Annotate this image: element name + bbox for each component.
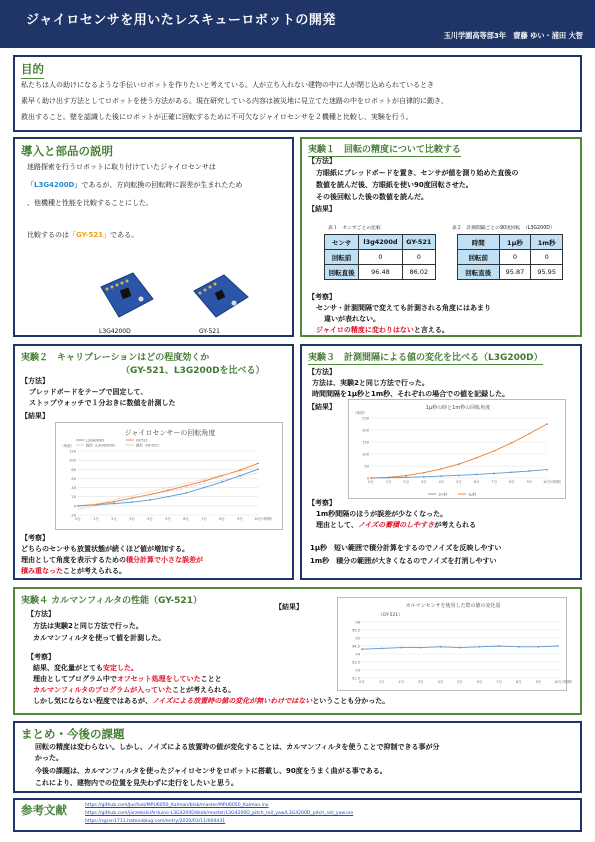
y-tick-label: 20: [71, 495, 76, 500]
y-tick-label: 95.5: [351, 628, 360, 633]
x-tick-label: 7分: [491, 480, 497, 484]
table1-cell: 0: [402, 250, 435, 265]
legend-label: 線形（GY-521）: [136, 443, 162, 448]
purpose-heading: 目的: [21, 61, 44, 79]
exp3-discussion-line-2: 理由として、ノイズの蓄積のしやすさが考えられる: [316, 521, 477, 529]
purpose-section: [13, 55, 582, 132]
legend-label: 線形（L3G4200D）: [86, 443, 118, 448]
y-tick-label: 0: [366, 476, 369, 481]
exp4-result-label: 【結果】: [275, 603, 303, 611]
exp1-method-line-3: その後回転した後の数値を読んだ。: [316, 193, 428, 201]
y-tick-label: 93: [355, 668, 360, 673]
summary-line-3: 今後の課題は、カルマンフィルタを使ったジャイロセンサをロボットに搭載し、90度をうまく曲がる事である。: [35, 767, 387, 775]
data-point: [149, 499, 151, 501]
exp3-method-line-1: 方法は、実験2と同じ方法で行った。: [312, 379, 429, 387]
chart-title: カルマンセンサを使用した際の値の変化量: [405, 603, 501, 609]
x-tick-label: 10分: [254, 517, 262, 521]
table1-row-label: 回転前: [325, 250, 359, 265]
data-point: [546, 423, 548, 425]
data-point: [77, 505, 79, 507]
exp3-section: [300, 344, 582, 580]
chart-title: ジャイロセンサーの回転角度: [124, 429, 216, 437]
exp3-result-label: 【結果】: [308, 403, 336, 411]
x-tick-label: 3分: [418, 680, 424, 684]
data-point: [529, 433, 531, 435]
exp2-discussion-label: 【考察】: [21, 534, 49, 542]
x-tick-label: 2分: [398, 680, 404, 684]
intro-line-3: 、他機種と性能を比較することにした。: [27, 199, 153, 207]
table1: [324, 234, 436, 280]
x-tick-label: 7分: [201, 517, 207, 521]
y-axis-label: （角度）: [353, 411, 368, 415]
y-axis-label: （角度）: [60, 444, 75, 448]
table1-caption: 表１ センサごとの比較: [328, 226, 381, 231]
exp4-discussion-line-3: カルマンフィルタのプログラムが入っていたことが考えられる。: [33, 686, 236, 694]
legend-label: GY-521: [136, 438, 148, 443]
summary-heading: まとめ・今後の課題: [21, 727, 125, 741]
exp2-subheading: （GY-521、L3G200Dを比べる）: [121, 366, 265, 376]
legend-label: 1μ秒: [468, 492, 477, 497]
x-tick-label: 1分: [93, 517, 99, 521]
data-point: [257, 468, 259, 470]
poster-authors: 玉川学園高等部3年 齋藤 ゆい・浦田 大智: [443, 31, 583, 40]
sensor-a-caption: L3G4200D: [99, 328, 131, 335]
exp1-method-label: 【方法】: [308, 157, 336, 165]
exp4-section: [13, 587, 582, 715]
table2-caption: 表２ 計測間隔ごとの90度回転 （L3G200D）: [452, 226, 555, 231]
purpose-line-2: 素早く助け出す方法としてロボットを使う方法がある。現在研究している内容は被災地に見立てた迷路の中をロボットが自律的に動き、: [21, 97, 448, 105]
sensor-b-name: 「GY-521」: [69, 231, 111, 239]
y-tick-label: 150: [362, 440, 369, 445]
exp3-note-1: 1μ秒 短い範囲で積分計算をするのでノイズを反映しやすい: [310, 544, 502, 552]
table1-cell: 86.02: [402, 265, 435, 280]
x-tick-label: 4分: [147, 517, 153, 521]
data-point: [493, 450, 495, 452]
x-tick-label: 8分: [516, 680, 522, 684]
exp4-method-line-1: 方法は実験2と同じ方法で行った。: [33, 622, 143, 630]
intro-section: [13, 137, 294, 337]
summary-line-1: 回転の精度は変わらない。しかし、ノイズによる放置時の値が変化することは、カルマンフィルタを使うことで抑制できる事が分: [35, 743, 440, 751]
exp2-method-label: 【方法】: [21, 377, 49, 385]
chart-title: 1μ秒の時と1m秒の回転角度: [425, 405, 491, 411]
intro-line-1: 迷路探索を行うロボットに取り付けていたジャイロセンサは: [27, 163, 216, 171]
y-tick-label: 95: [355, 636, 360, 641]
data-point: [518, 646, 520, 648]
data-point: [185, 485, 187, 487]
sensor-a-image: [95, 269, 157, 323]
legend-label: L3G4200D: [86, 438, 104, 443]
y-tick-label: 50: [364, 464, 369, 469]
x-tick-label: 3分: [421, 480, 427, 484]
legend-label: 1m秒: [438, 492, 448, 497]
data-point: [388, 476, 390, 478]
data-point: [370, 477, 372, 479]
data-point: [405, 476, 407, 478]
sensor-a-name: 「L3G4200D」: [27, 181, 82, 189]
x-tick-label: 2分: [403, 480, 409, 484]
reference-link-2[interactable]: https://github.com/jarzebski/Arduino-L3G4200D/blob/master/L3G4200D_pitch_roll_yaw/L3G4200D_pitch_roll_yaw.ino: [85, 811, 354, 816]
intro-line-2: 「L3G4200D」であるが、方向転換の回転時に誤差が生まれたため: [27, 181, 243, 189]
table1-cell: 0: [359, 250, 402, 265]
exp1-result-label: 【結果】: [308, 205, 336, 213]
x-tick-label: 0分: [359, 680, 365, 684]
x-tick-label: 7分: [496, 680, 502, 684]
summary-section: [13, 721, 582, 793]
exp4-discussion-label: 【考察】: [27, 653, 55, 661]
data-point: [203, 480, 205, 482]
data-point: [400, 647, 402, 649]
exp2-section: [13, 344, 294, 580]
y-tick-label: 200: [362, 428, 369, 433]
data-point: [493, 473, 495, 475]
data-point: [361, 648, 363, 650]
y-tick-label: 250: [362, 416, 369, 421]
intro-heading: 導入と部品の説明: [21, 144, 113, 158]
table1-row-label: 回転直後: [325, 265, 359, 280]
table2: [457, 234, 563, 280]
x-tick-label: 1分: [385, 480, 392, 484]
exp3-note-2: 1m秒 積分の範囲が大きくなるのでノイズを打消しやすい: [310, 557, 497, 565]
table2-row-label: 回転直後: [458, 265, 500, 280]
data-point: [458, 474, 460, 476]
x-tick-label: 2分: [111, 517, 117, 521]
data-point: [546, 469, 548, 471]
x-tick-label: 1分: [378, 680, 385, 684]
sensor-b-caption: GY-521: [199, 328, 220, 335]
exp2-discussion-line-1: どちらのセンサも放置状態が続くほど値が増加する。: [21, 545, 189, 553]
data-point: [511, 442, 513, 444]
y-tick-label: 94: [355, 652, 360, 657]
y-tick-label: 93.5: [351, 660, 360, 665]
intro-compare: 比較するのは「GY-521」である。: [27, 231, 139, 239]
x-tick-label: 3分: [129, 517, 135, 521]
exp2-method-line-2: ストップウォッチで１分おきに数値を計測した: [29, 399, 176, 407]
x-tick-label: 4分: [438, 480, 445, 484]
y-tick-label: 120: [69, 449, 76, 454]
exp1-conclusion: ジャイロの精度に変わりはないと言える。: [316, 326, 449, 334]
series-line: [371, 424, 547, 478]
x-tick-label: 5分: [456, 480, 462, 484]
x-tick-label: 9分: [237, 517, 243, 521]
data-point: [167, 496, 169, 498]
exp4-chart: [337, 597, 575, 691]
exp2-discussion-line-3: 積み重なったことが考えられる。: [21, 567, 126, 575]
summary-line-4: これにより、建物内での位置を見失わずに走行をしたいと思う。: [35, 779, 238, 787]
exp4-method-line-2: カルマンフィルタを使って値を計測した。: [33, 634, 166, 642]
data-point: [381, 648, 383, 650]
table2-cell: 0: [499, 250, 531, 265]
y-tick-label: 60: [71, 476, 76, 481]
purpose-line-1: 私たちは人の助けになるような手伝いロボットを作りたいと考えている。人が立ち入れない建物の中に人が閉じ込められているとき: [21, 81, 434, 89]
exp1-discussion-line-1: センサ・計測間隔で変えても計測される角度にはあまり: [316, 304, 491, 312]
exp1-heading: 実験１ 回転の精度について比較する: [308, 142, 461, 157]
x-axis-label: （時間）: [549, 480, 564, 484]
y-tick-label: 80: [71, 467, 76, 472]
data-point: [538, 646, 540, 648]
exp4-heading: 実験４ カルマンフィルタの性能（GY-521）: [21, 596, 202, 606]
x-tick-label: 6分: [473, 480, 480, 484]
data-point: [185, 492, 187, 494]
x-tick-label: 0分: [368, 480, 374, 484]
data-point: [476, 457, 478, 459]
x-tick-label: 10分: [543, 480, 551, 484]
exp1-discussion-label: 【考察】: [308, 293, 336, 301]
x-tick-label: 9分: [526, 480, 533, 484]
data-point: [440, 646, 442, 648]
chart-subtitle: （GY-521）: [378, 613, 403, 618]
data-point: [441, 475, 443, 477]
x-tick-label: 9分: [535, 680, 542, 684]
table1-header: l3g4200d: [359, 235, 402, 250]
x-tick-label: 10分: [554, 680, 562, 684]
poster-header: [0, 0, 595, 48]
table2-cell: 95.95: [531, 265, 563, 280]
x-tick-label: 5分: [457, 680, 463, 684]
exp2-method-line-1: ブレッドボードをテープで固定して、: [29, 388, 148, 396]
data-point: [420, 647, 422, 649]
exp3-discussion-line-1: 1m秒間隔のほうが誤差が少なくなった。: [316, 510, 448, 518]
poster-title: ジャイロセンサを用いたレスキューロボットの開発: [26, 13, 336, 28]
table1-header: GY-521: [402, 235, 435, 250]
y-tick-label: 100: [362, 452, 369, 457]
exp3-chart: [348, 399, 566, 499]
data-point: [511, 471, 513, 473]
data-point: [441, 468, 443, 470]
table2-cell: 95.87: [499, 265, 531, 280]
exp4-discussion-line-2: 理由としてプログラム中でオフセット処理をしていたことと: [33, 675, 222, 683]
data-point: [113, 503, 115, 505]
y-tick-label: 0: [73, 504, 76, 509]
summary-line-2: かった。: [35, 754, 63, 762]
exp4-method-label: 【方法】: [27, 610, 55, 618]
reference-link-1[interactable]: https://github.com/Junfoot/MPU6050_Kalman/blob/master/MPU6050_Kalman.ino: [85, 803, 269, 808]
table2-header: 1m秒: [531, 235, 563, 250]
data-point: [498, 645, 500, 647]
x-tick-label: 6分: [183, 517, 189, 521]
exp3-method-line-2: 時間間隔を1μ秒と1m秒、それぞれの場合での値を記録した。: [312, 390, 510, 398]
x-tick-label: 6分: [476, 680, 483, 684]
data-point: [423, 476, 425, 478]
data-point: [131, 501, 133, 503]
exp2-heading: 実験２ キャリブレーションはどの程度効くか: [21, 353, 210, 363]
exp1-method-line-1: 方眼紙にブレッドボードを置き、センサが値を測り始めた直後の: [316, 169, 519, 177]
x-tick-label: 8分: [219, 517, 225, 521]
exp1-section: [300, 137, 582, 337]
references-heading: 参考文献: [21, 803, 67, 817]
table2-row-label: 回転前: [458, 250, 500, 265]
data-point: [423, 472, 425, 474]
exp4-discussion-line-4: しかし気にならない程度ではあるが、ノイズによる放置時の値の変化が無いわけではないということも分かった。: [33, 697, 390, 705]
table1-cell: 96.48: [359, 265, 402, 280]
x-axis-label: （時間）: [560, 680, 575, 684]
exp4-discussion-line-1: 結果、変化量がとても安定した。: [33, 664, 138, 672]
purpose-line-3: 救出すること。壁を認識した後にロボットが正確に回転するために不可欠なジャイロセンサを２機種と比較し、実験を行う。: [21, 113, 413, 121]
y-tick-label: 94.5: [351, 644, 360, 649]
data-point: [458, 463, 460, 465]
series-line: [78, 463, 258, 506]
y-tick-label: -20: [70, 513, 76, 518]
exp3-heading: 実験３ 計測間隔による値の変化を比べる（L3G200D）: [308, 350, 543, 365]
exp2-result-label: 【結果】: [21, 412, 49, 420]
exp2-discussion-line-2: 理由として角度を表示するための積分計算で小さな誤差が: [21, 556, 203, 564]
x-tick-label: 0分: [75, 517, 81, 521]
data-point: [557, 645, 559, 647]
exp3-method-label: 【方法】: [308, 368, 336, 376]
x-tick-label: 5分: [165, 517, 171, 521]
y-tick-label: 92.5: [351, 676, 360, 681]
table2-header: 時間: [458, 235, 500, 250]
sensor-b-image: [190, 269, 252, 323]
table2-cell: 0: [531, 250, 563, 265]
data-point: [459, 647, 461, 649]
data-point: [257, 462, 259, 464]
data-point: [479, 646, 481, 648]
y-tick-label: 100: [69, 458, 76, 463]
reference-link-3[interactable]: https://sgrsn1711.hatenablog.com/entry/2020/03/11/004431: [85, 819, 226, 824]
y-tick-label: 96: [355, 620, 360, 625]
data-point: [221, 481, 223, 483]
table2-header: 1μ秒: [499, 235, 531, 250]
exp1-discussion-line-2: 違いが表れない。: [324, 315, 380, 323]
data-point: [405, 475, 407, 477]
x-tick-label: 4分: [437, 680, 444, 684]
x-axis-label: （時間）: [260, 517, 275, 521]
exp3-discussion-label: 【考察】: [308, 499, 336, 507]
data-point: [529, 470, 531, 472]
references-section: [13, 798, 582, 832]
y-tick-label: 40: [71, 486, 76, 491]
x-tick-label: 8分: [509, 480, 515, 484]
data-point: [476, 474, 478, 476]
table1-header: センサ: [325, 235, 359, 250]
data-point: [203, 487, 205, 489]
exp2-chart: [55, 422, 283, 530]
exp1-method-line-2: 数値を読んだ後、方眼紙を使い90度回転させた。: [316, 181, 473, 189]
